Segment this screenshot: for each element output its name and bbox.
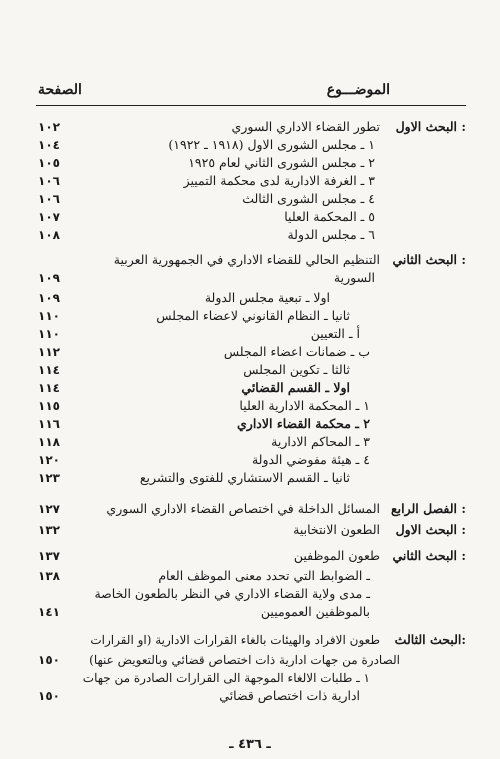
toc-entry-text: ٣ ـ المحاكم الادارية [271,434,370,449]
toc-row [0,469,500,487]
toc-entry-text: تطور القضاء الاداري السوري [231,119,380,134]
page-number: ـ ٤٣٦ ـ [229,737,271,752]
toc-entry-text: اولا ـ القسم القضائي [241,380,350,395]
toc-entry-text: ١ ـ المحكمة الادارية العليا [239,398,370,413]
toc-page-number: ١٠٤ [38,138,60,152]
toc-entry-text: الطعون الانتخابية [293,522,380,537]
toc-page-number: ١٤١ [38,605,60,619]
section-label: البحث الثاني : [392,548,466,563]
toc-entry-text: ثانيا ـ النظام القانوني لاعضاء المجلس [156,308,350,323]
toc-row [0,136,500,154]
toc-page-number: ١٠٩ [38,291,60,305]
toc-page-number: ١٥٠ [38,689,60,703]
section-label: البحث الثاني : [392,252,466,267]
toc-row [0,343,500,361]
toc-page-number: ١١٤ [38,363,60,377]
toc-entry-text: ٤ ـ هيئة مفوضي الدولة [251,452,370,467]
toc-entry-text: ٦ ـ مجلس الدولة [287,227,375,242]
toc-page-number: ١٣٧ [38,549,60,563]
toc-entry-text: المسائل الداخلة في اختصاص القضاء الاداري السوري [106,501,380,516]
toc-page-number: ١١٦ [38,417,60,431]
header-rule [36,105,466,106]
toc-row [0,547,500,565]
toc-row [0,687,500,705]
toc-row [0,397,500,415]
topic-heading: الموضـــوع [326,82,390,98]
toc-entry-text: الصادرة من جهات ادارية ذات اختصاص قضائي وبالتعويض عنها) [89,653,400,667]
toc-page-number: ١٢٠ [38,453,60,467]
toc-page-number: ١١٨ [38,435,60,449]
toc-page-number: ١٠٨ [38,228,60,242]
toc-entry-text: بالموظفين العموميين [260,604,370,619]
toc-page-number: ١٢٧ [38,502,60,516]
toc-entry-text: طعون الافراد والهيئات بالغاء القرارات الادارية (او القرارات [90,633,380,647]
toc-row [0,379,500,397]
toc-row [0,669,500,687]
toc-row [0,361,500,379]
toc-page-number: ١٣٨ [38,569,60,583]
toc-row [0,325,500,343]
toc-row [0,451,500,469]
toc-page-number: ١٠٥ [38,156,60,170]
toc-page-number: ١١٥ [38,399,60,413]
toc-page-number: ١٥٠ [38,653,60,667]
toc-page-number: ١٠٩ [38,271,60,285]
toc-row [0,190,500,208]
toc-entry-text: اولا ـ تبعية مجلس الدولة [204,290,330,305]
toc-row [0,251,500,269]
toc-page-number: ١٣٢ [38,523,60,537]
toc-entry-text: ـ مدى ولاية القضاء الاداري في النظر بالطعون الخاصة [94,586,370,601]
toc-page-number: ١٠٢ [38,120,60,134]
toc-entry-text: أ ـ التعيين [310,326,360,341]
toc-page-number: ١١٤ [38,381,60,395]
toc-entry-text: ب ـ ضمانات اعضاء المجلس [223,344,370,359]
toc-page-number: ١١٢ [38,345,60,359]
toc-page-number: ١١٠ [38,327,60,341]
page-heading: الصفحة [38,82,82,98]
toc-entry-text: السورية [333,270,375,285]
toc-entry-text: ٥ ـ المحكمة العليا [284,209,375,224]
toc-row [0,269,500,287]
section-label: الفصل الرابع : [390,501,466,516]
toc-row [0,500,500,518]
toc-row [0,118,500,136]
toc-entry-text: ٣ ـ الغرفة الادارية لدى محكمة التمييز [183,173,375,188]
toc-row [0,289,500,307]
toc-row [0,603,500,621]
toc-row [0,415,500,433]
toc-entry-text: ٢ ـ مجلس الشورى الثاني لعام ١٩٢٥ [188,155,375,170]
toc-page-number: ١٠٦ [38,192,60,206]
toc-entry-text: ٢ ـ محكمة القضاء الاداري [237,416,370,431]
toc-entry-text: التنظيم الحالي للقضاء الاداري في الجمهورية العربية [113,252,380,267]
toc-entry-text: طعون الموظفين [293,548,380,563]
toc-page-number: ١٢٣ [38,471,60,485]
toc-row [0,154,500,172]
toc-entry-text: ١ ـ طلبات الالغاء الموجهة الى القرارات الصادرة من جهات [82,671,370,685]
section-label: البحث الثالث: [394,632,466,647]
toc-row [0,208,500,226]
toc-row [0,433,500,451]
toc-page-number: ١١٠ [38,309,60,323]
toc-entry-text: ٤ ـ مجلس الشورى الثالث [242,191,375,206]
toc-row [0,226,500,244]
section-label: البحث الاول : [395,522,466,537]
toc-entry-text: ١ ـ مجلس الشورى الاول (١٩١٨ ـ ١٩٢٢) [168,137,375,152]
toc-row [0,567,500,585]
toc-entry-text: ـ الضوابط التي تحدد معنى الموظف العام [158,568,370,583]
toc-entry-text: ثانيا ـ القسم الاستشاري للفتوى والتشريع [139,470,350,485]
section-label: البحث الاول : [395,119,466,134]
toc-entry-text: ادارية ذات اختصاص قضائي [219,688,360,703]
toc-page-number: ١٠٧ [38,210,60,224]
toc-entry-text: ثالثا ـ تكوين المجلس [243,362,350,377]
toc-row [0,585,500,603]
toc-row [0,307,500,325]
toc-row [0,521,500,539]
toc-page-number: ١٠٦ [38,174,60,188]
toc-row [0,651,500,669]
toc-row [0,631,500,649]
toc-row [0,172,500,190]
